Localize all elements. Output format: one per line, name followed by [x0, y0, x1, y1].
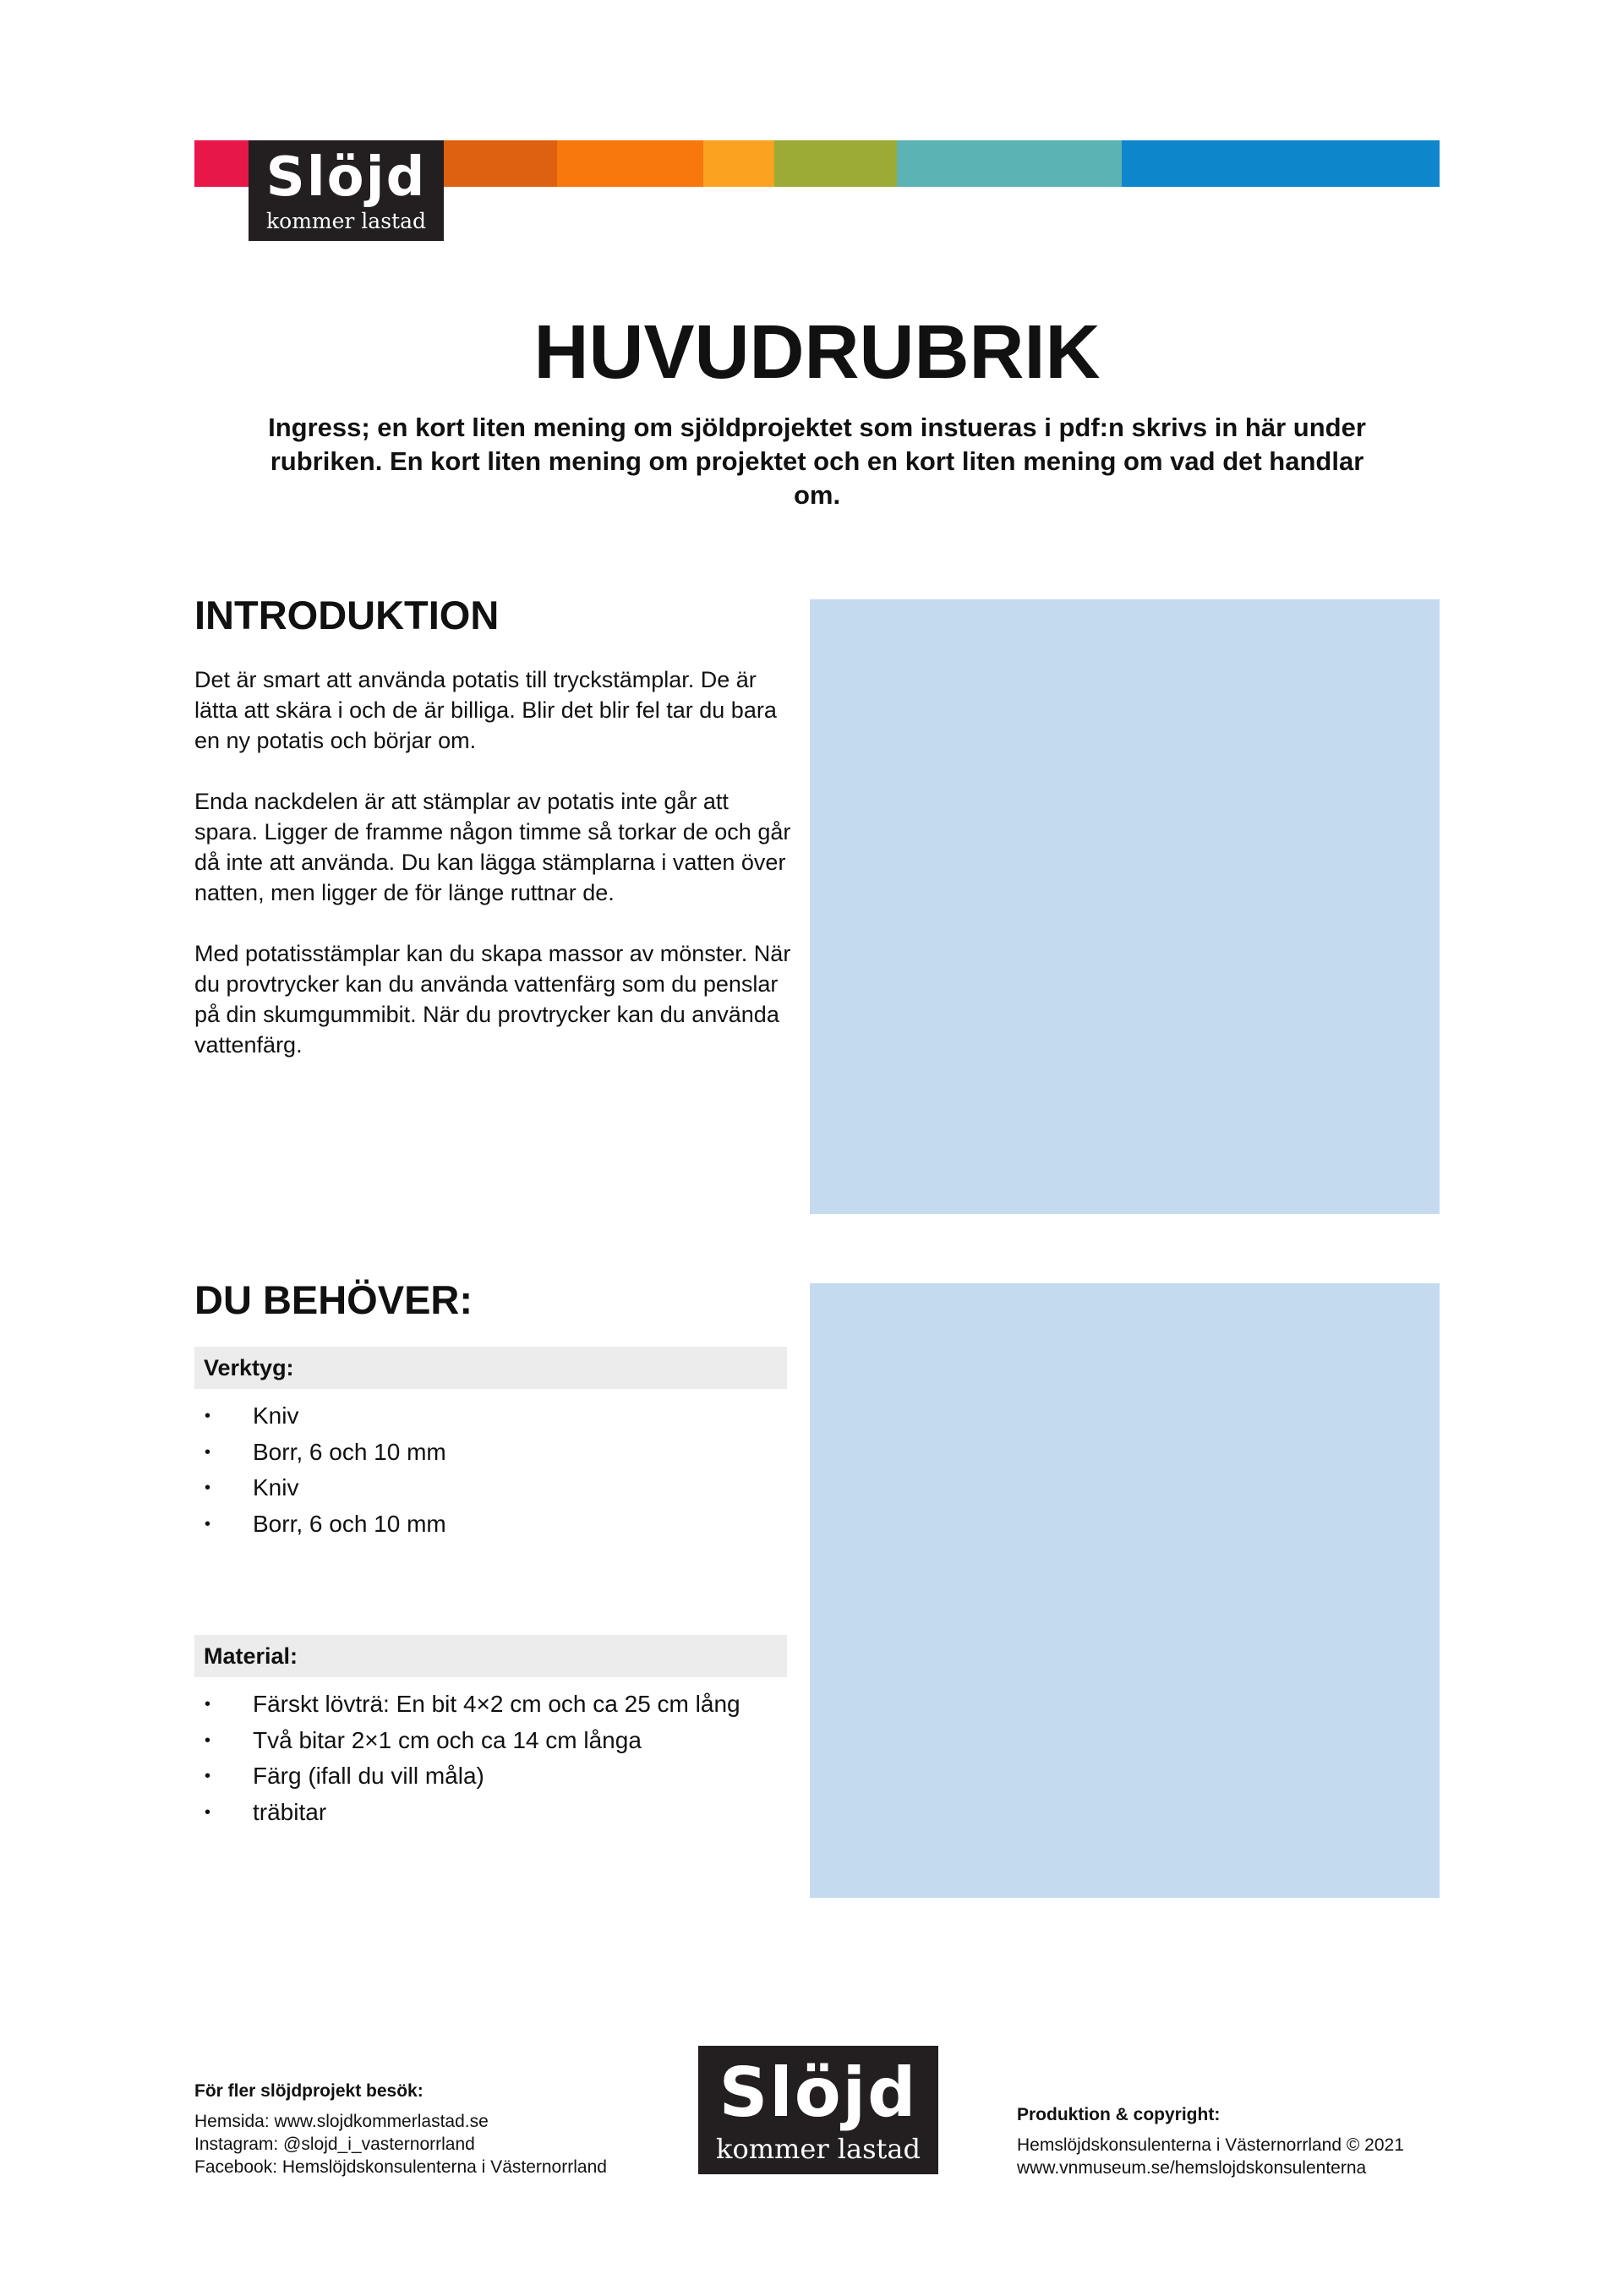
tools-list [194, 1398, 786, 1542]
instagram-link[interactable]: Instagram: @slojd_i_vasternorrland [194, 2135, 475, 2154]
color-segment [194, 140, 257, 187]
list-item: • Kniv [194, 1470, 786, 1506]
needs-heading: DU BEHÖVER: [194, 1277, 473, 1322]
logo-word: Slöjd [719, 2053, 918, 2132]
list-item: • Borr, 6 och 10 mm [194, 1506, 786, 1543]
tools-heading: Verktyg: [194, 1347, 787, 1389]
intro-heading: INTRODUKTION [194, 593, 500, 637]
logo-top [249, 140, 444, 241]
intro-paragraph: Det är smart att använda potatis till tryckstämplar. De är lätta att skära i och de är billiga. Blir det blir fel tar du bara en ny potatis och börjar om. [194, 667, 777, 753]
intro-paragraph: Med potatisstämplar kan du skapa massor av mönster. När du provtrycker kan du använda vattenfärg som du penslar på din skumgummibit. När du provtrycker kan du använda vattenfärg. [194, 941, 791, 1058]
logo-word: Slöjd [265, 146, 427, 209]
list-item: • Två bitar 2×1 cm och ca 14 cm långa [194, 1723, 786, 1759]
material-list [194, 1686, 786, 1830]
website-link[interactable]: Hemsida: www.slojdkommerlastad.se [194, 2112, 489, 2131]
material-heading: Material: [194, 1635, 787, 1677]
logo-tagline: kommer lastad [716, 2133, 921, 2165]
list-item: • Borr, 6 och 10 mm [194, 1435, 786, 1471]
image-placeholder-intro [810, 599, 1440, 1214]
copyright-text: Hemslöjdskonsulenterna i Västernorrland © 2021 [1017, 2135, 1404, 2155]
list-item: • Färg (ifall du vill måla) [194, 1758, 786, 1795]
color-segment [897, 140, 1122, 187]
color-segment [557, 140, 703, 187]
footer-links-heading: För fler slöjdprojekt besök: [194, 2081, 424, 2101]
intro-text [194, 664, 795, 1091]
color-segment [703, 140, 774, 187]
facebook-link[interactable]: Facebook: Hemslöjdskonsulenterna i Västernorrland [194, 2157, 607, 2177]
color-segment [774, 140, 897, 187]
page-title: HUVUDRUBRIK [533, 310, 1101, 395]
footer-links [194, 2080, 607, 2178]
intro-paragraph: Enda nackdelen är att stämplar av potatis inte går att spara. Ligger de framme någon timme så torkar de och går då inte att använda. Du kan lägga stämplarna i vatten över natten, men ligger de för länge ruttnar de. [194, 789, 791, 905]
copyright-heading: Produktion & copyright: [1017, 2105, 1221, 2124]
image-placeholder-materials [810, 1283, 1440, 1898]
logo-tagline: kommer lastad [266, 209, 426, 233]
ingress-text: Ingress; en kort liten mening om sjöldprojektet som instueras i pdf:n skrivs in här under rubriken. En kort liten mening om projektet och en kort liten mening om vad det handlar om. [268, 413, 1366, 510]
list-item: • Färskt lövträ: En bit 4×2 cm och ca 25 cm lång [194, 1686, 786, 1723]
footer-copyright [1017, 2103, 1404, 2179]
logo-bottom [698, 2046, 938, 2174]
list-item: • Kniv [194, 1398, 786, 1435]
color-segment [1122, 140, 1440, 187]
copyright-url[interactable]: www.vnmuseum.se/hemslojdskonsulenterna [1017, 2158, 1367, 2178]
list-item: • träbitar [194, 1795, 786, 1831]
